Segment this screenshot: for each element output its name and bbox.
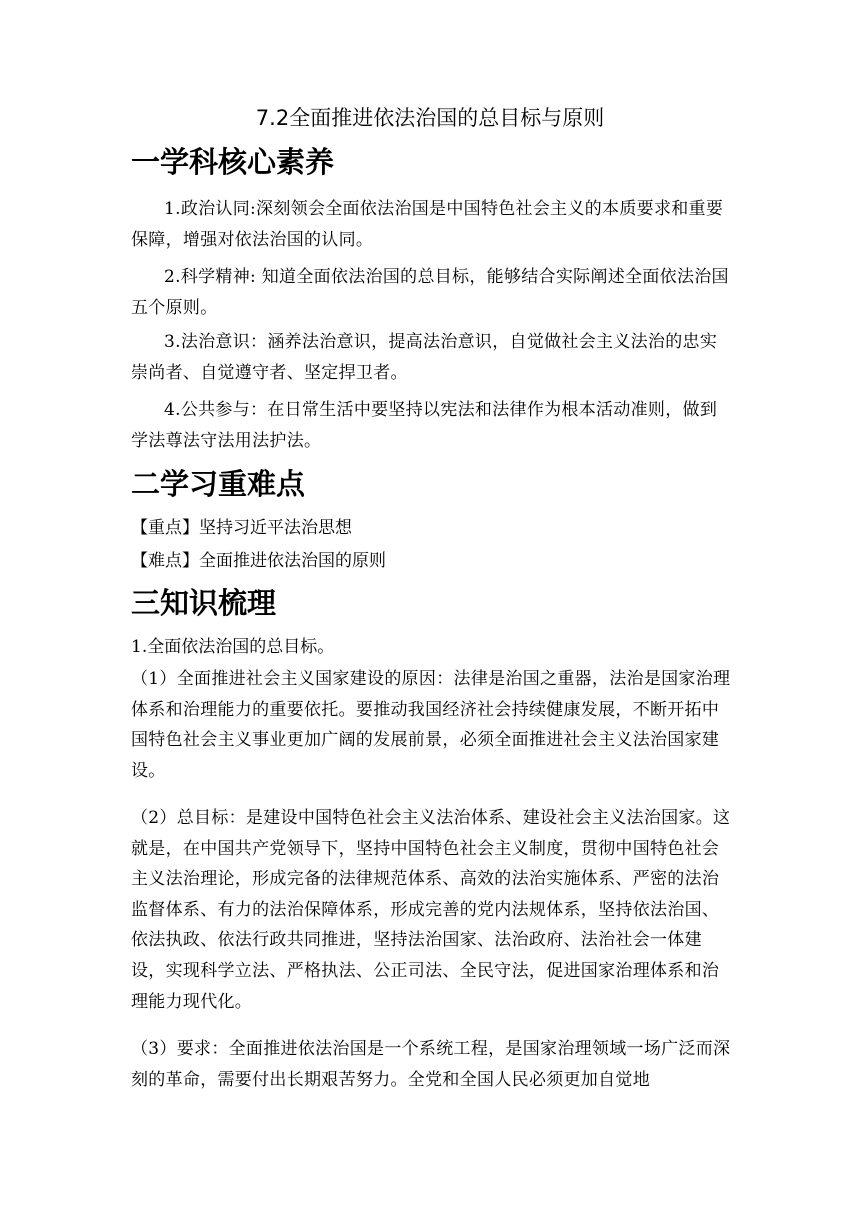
section-heading-key-points: 二学习重难点	[131, 467, 306, 501]
knowledge-paragraph-3: （3）要求：全面推进依法治国是一个系统工程，是国家治理领域一场广泛而深刻的革命，需要付出长期艰苦努力。全党和全国人民必须更加自觉地	[131, 1039, 731, 1090]
difficult-point: 【难点】全面推进依法治国的原则	[131, 551, 386, 571]
key-point: 【重点】坚持习近平法治思想	[131, 518, 352, 538]
document-title: 7.2全面推进依法治国的总目标与原则	[255, 106, 605, 130]
section-heading-knowledge: 三知识梳理	[131, 586, 277, 620]
core-literacy-item-4: 4.公共参与：在日常生活中要坚持以宪法和法律作为根本活动准则，做到学法尊法守法用法护法。	[131, 400, 718, 451]
core-literacy-item-2: 2.科学精神: 知道全面依法治国的总目标，能够结合实际阐述全面依法治国五个原则。	[131, 267, 729, 318]
knowledge-paragraph-2: （2）总目标：是建设中国特色社会主义法治体系、建设社会主义法治国家。这就是，在中国共产党领导下，坚持中国特色社会主义制度，贯彻中国特色社会主义法治理论，形成完备的法律规范体系、高效的法治实施体系、严密的法治监督体系、有力的法治保障体系，形成完善的党内法规体系，坚持依法治国、依法执政、依法行政共同推进，坚持法治国家、法治政府、法治社会一体建设，实现科学立法、严格执法、公正司法、全民守法，促进国家治理体系和治理能力现代化。	[131, 808, 731, 1012]
section-heading-core-literacy: 一学科核心素养	[131, 145, 335, 179]
knowledge-point-1: 1.全面依法治国的总目标。	[131, 637, 335, 657]
core-literacy-item-3: 3.法治意识：涵养法治意识，提高法治意识，自觉做社会主义法治的忠实崇尚者、自觉遵守者、坚定捍卫者。	[131, 332, 718, 383]
core-literacy-item-1: 1.政治认同:深刻领会全面依法治国是中国特色社会主义的本质要求和重要保障，增强对依法治国的认同。	[131, 199, 724, 250]
knowledge-paragraph-1: （1）全面推进社会主义国家建设的原因：法律是治国之重器，法治是国家治理体系和治理能力的重要依托。要推动我国经济社会持续健康发展，不断开拓中国特色社会主义事业更加广阔的发展前景，必须全面推进社会主义法治国家建设。	[131, 669, 731, 781]
